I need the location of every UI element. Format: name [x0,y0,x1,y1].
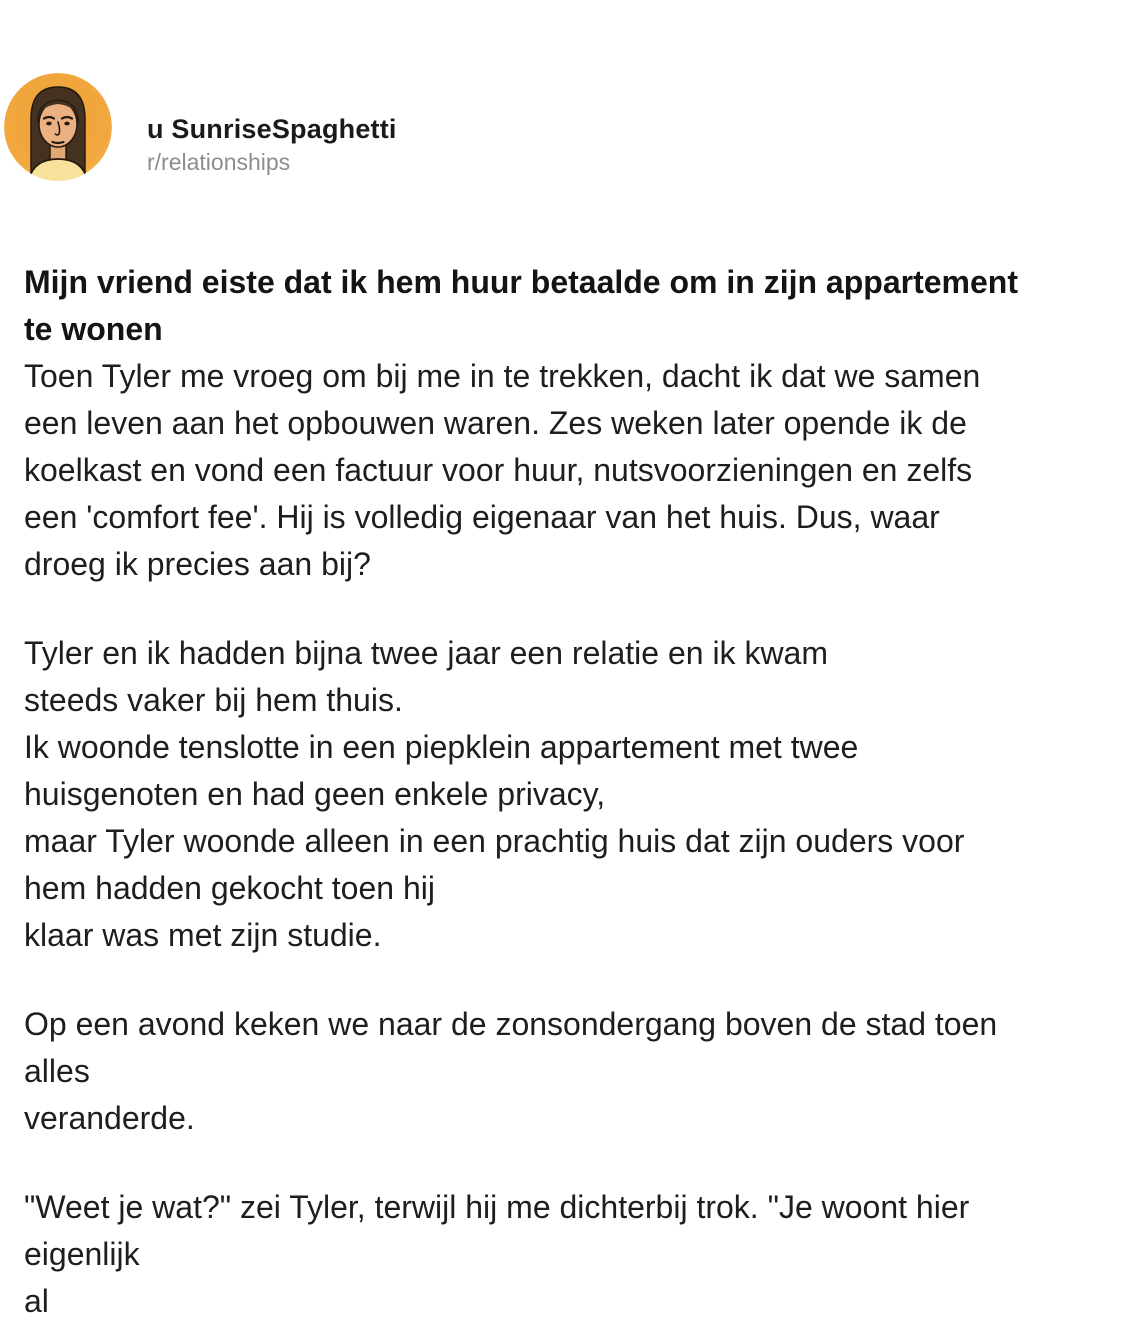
body-line: veranderde. [24,1100,195,1136]
post-paragraph [24,1001,1119,1142]
post-paragraph [24,1184,1119,1325]
body-line: Op een avond keken we naar de zonsondergang boven de stad toen [24,1006,998,1042]
body-line: Tyler en ik hadden bijna twee jaar een relatie en ik kwam [24,635,828,671]
post-title-line: te wonen [24,311,163,347]
post-title [24,259,1119,353]
body-line: eigenlijk [24,1236,140,1272]
post-content [24,259,1119,1325]
subreddit-link[interactable]: r/relationships [147,149,291,175]
post-header [0,0,1129,200]
body-line: steeds vaker bij hem thuis. [24,682,403,718]
body-line: koelkast en vond een factuur voor huur, nutsvoorzieningen en zelfs [24,452,973,488]
body-line: Ik woonde tenslotte in een piepklein appartement met twee [24,729,859,765]
body-line: een 'comfort fee'. Hij is volledig eigenaar van het huis. Dus, waar [24,499,940,535]
post-paragraph [24,630,1119,959]
user-avatar[interactable] [4,73,112,181]
post-title-line: Mijn vriend eiste dat ik hem huur betaalde om in zijn appartement [24,264,1018,300]
body-line: alles [24,1053,90,1089]
body-line: droeg ik precies aan bij? [24,546,371,582]
body-line: "Weet je wat?" zei Tyler, terwijl hij me dichterbij trok. "Je woont hier [24,1189,970,1225]
body-line: klaar was met zijn studie. [24,917,382,953]
post-paragraph [24,353,1119,588]
woman-avatar-icon [4,73,112,181]
username[interactable]: u SunriseSpaghetti [147,114,397,144]
body-line: een leven aan het opbouwen waren. Zes weken later opende ik de [24,405,967,441]
body-line: maar Tyler woonde alleen in een prachtig huis dat zijn ouders voor [24,823,965,859]
body-line: Toen Tyler me vroeg om bij me in te trekken, dacht ik dat we samen [24,358,981,394]
body-line: al [24,1283,49,1319]
body-line: huisgenoten en had geen enkele privacy, [24,776,606,812]
body-line: hem hadden gekocht toen hij [24,870,435,906]
